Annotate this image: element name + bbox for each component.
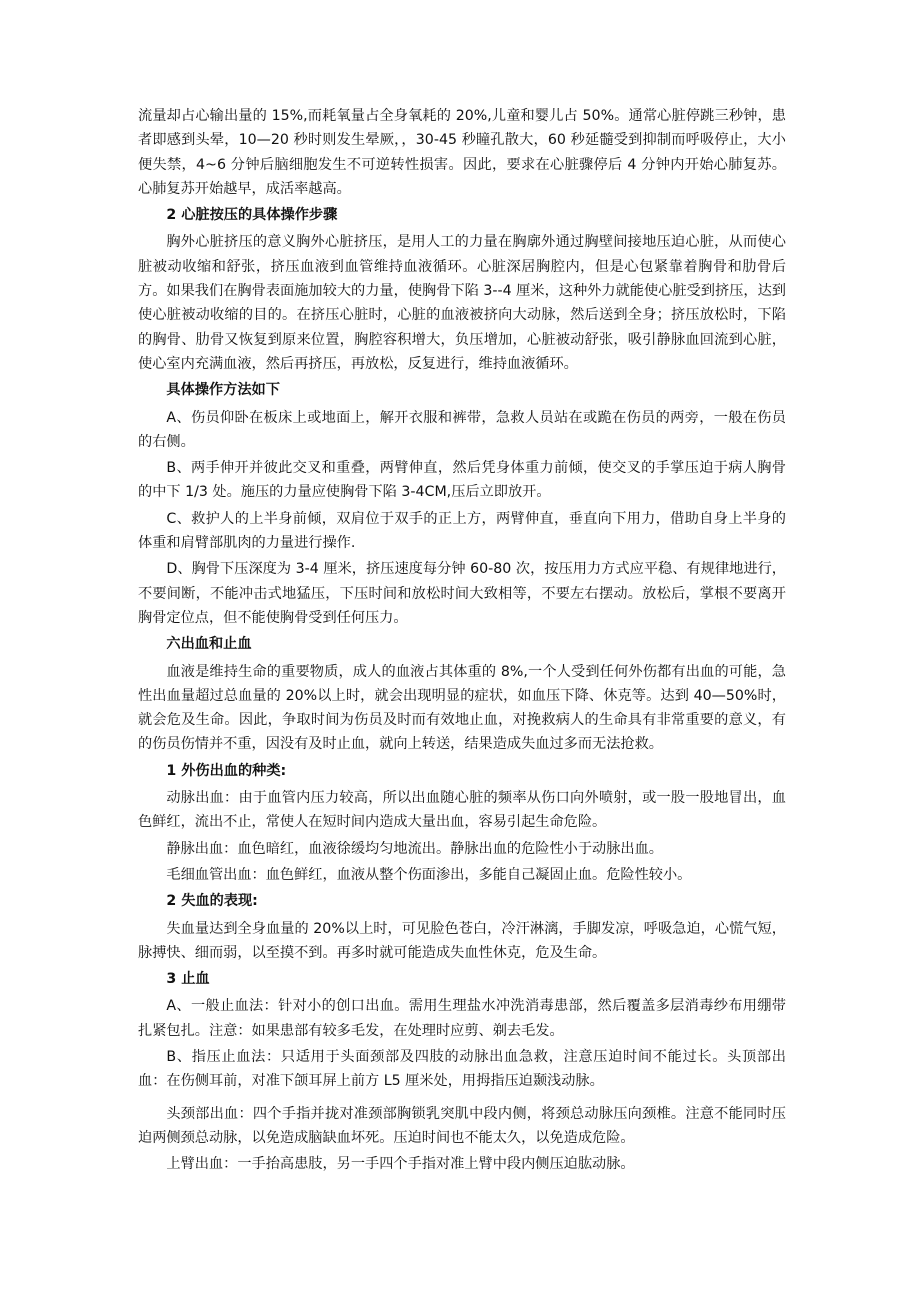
section-heading-bleed-types: 1 外伤出血的种类:: [166, 762, 287, 779]
method-item-c: C、救护人的上半身前倾，双肩位于双手的正上方，两臂伸直，垂直向下用力，借助自身上半身的体重和肩臂部肌肉的力量进行操作.: [138, 510, 786, 552]
compression-meaning-paragraph: 胸外心脏挤压的意义胸外心脏挤压，是用人工的力量在胸廓外通过胸壁间接地压迫心脏，从而使心脏被动收缩和舒张，挤压血液到血管维持血液循环。心脏深居胸腔内，但是心包紧靠着胸骨和肋骨后方。如果我们在胸骨表面施加较大的力量，使胸骨下陷 3--4 厘米，这种外力就能使心脏受到挤压，达到使心脏被动收缩的目的。在挤压心脏时，心脏的血液被挤向大动脉，然后送到全身；挤压放松时，下陷的胸骨、肋骨又恢复到原来位置，胸腔容积增大，负压增加，心脏被动舒张，吸引静脉血回流到心脏，使心室内充满血液，然后再挤压，再放松，反复进行，维持血液循环。: [138, 234, 786, 372]
section-heading-bleeding: 六出血和止血: [166, 636, 252, 653]
bleed-type-arterial: 动脉出血：由于血管内压力较高，所以出血随心脏的频率从伤口向外喷射，或一股一股地冒出，血色鲜红，流出不止，常使人在短时间内造成大量出血，容易引起生命危险。: [138, 790, 786, 831]
hemostasis-item-finger-pressure: B、指压止血法：只适用于头面颈部及四肢的动脉出血急救，注意压迫时间不能过长。头顶部出血：在伤侧耳前，对准下颌耳屏上前方 L5 厘米处，用拇指压迫颞浅动脉。: [138, 1048, 786, 1090]
hemostasis-item-upper-arm: 上臂出血：一手抬高患肢，另一手四个手指对准上臂中段内侧压迫肱动脉。: [166, 1156, 635, 1173]
hemostasis-item-general: A、一般止血法：针对小的创口出血。需用生理盐水冲洗消毒患部，然后覆盖多层消毒纱布用绷带扎紧包扎。注意：如果患部有较多毛发，在处理时应剪、剃去毛发。: [138, 998, 786, 1039]
section-heading-hemostasis: 3 止血: [166, 971, 210, 988]
method-item-a: A、伤员仰卧在板床上或地面上，解开衣服和裤带，急救人员站在或跪在伤员的两旁，一般在伤员的右侧。: [138, 409, 786, 450]
section-heading-compression-steps: 2 心脏按压的具体操作步骤: [166, 207, 338, 224]
bleeding-intro-paragraph: 血液是维持生命的重要物质，成人的血液占其体重的 8%,一个人受到任何外伤都有出血的可能，急性出血量超过总血量的 20%以上时，就会出现明显的症状，如血压下降、休克等。达到 40—50%时，就会危及生命。因此，争取时间为伤员及时而有效地止血，对挽救病人的生命具有非常重要的意义，有的伤员伤情并不重，因没有及时止血，就向上转送，结果造成失血过多而无法抢救。: [138, 663, 786, 753]
section-heading-methods: 具体操作方法如下: [166, 382, 280, 399]
method-item-d: D、胸骨下压深度为 3-4 厘米，挤压速度每分钟 60-80 次，按压用力方式应平稳、有规律地进行，不要间断，不能冲击式地猛压，下压时间和放松时间大致相等，不要左右摆动。放松后，掌根不要离开胸骨定位点，但不能使胸骨受到任何压力。: [138, 561, 786, 626]
intro-paragraph: 流量却占心输出量的 15%,而耗氧量占全身氧耗的 20%,儿童和婴儿占 50%。通常心脏停跳三秒钟，患者即感到头晕，10—20 秒时则发生晕厥，，30-45 秒瞳孔散大，60 秒延髓受到抑制而呼吸停止，大小便失禁，4~6 分钟后脑细胞发生不可逆转性损害。因此，要求在心脏骤停后 4 分钟内开始心肺复苏。心肺复苏开始越早，成活率越高。: [138, 108, 786, 197]
blood-loss-paragraph: 失血量达到全身血量的 20%以上时，可见脸色苍白，冷汗淋漓，手脚发凉，呼吸急迫，心慌气短，脉搏快、细而弱，以至摸不到。再多时就可能造成失血性休克，危及生命。: [138, 920, 786, 961]
hemostasis-item-head-neck: 头颈部出血：四个手指并拢对准颈部胸锁乳突肌中段内侧，将颈总动脉压向颈椎。注意不能同时压迫两侧颈总动脉，以免造成脑缺血坏死。压迫时间也不能太久，以免造成危险。: [138, 1105, 786, 1146]
bleed-type-venous: 静脉出血：血色暗红，血液徐缓均匀地流出。静脉出血的危险性小于动脉出血。: [166, 840, 663, 857]
method-item-b: B、两手伸开并彼此交叉和重叠，两臂伸直，然后凭身体重力前倾，使交叉的手掌压迫于病人胸骨的中下 1/3 处。施压的力量应使胸骨下陷 3-4CM,压后立即放开。: [138, 460, 786, 501]
section-heading-blood-loss: 2 失血的表现:: [166, 893, 258, 910]
document-page: [138, 104, 786, 1178]
bleed-type-capillary: 毛细血管出血：血色鲜红，血液从整个伤面渗出，多能自己凝固止血。危险性较小。: [166, 866, 692, 883]
